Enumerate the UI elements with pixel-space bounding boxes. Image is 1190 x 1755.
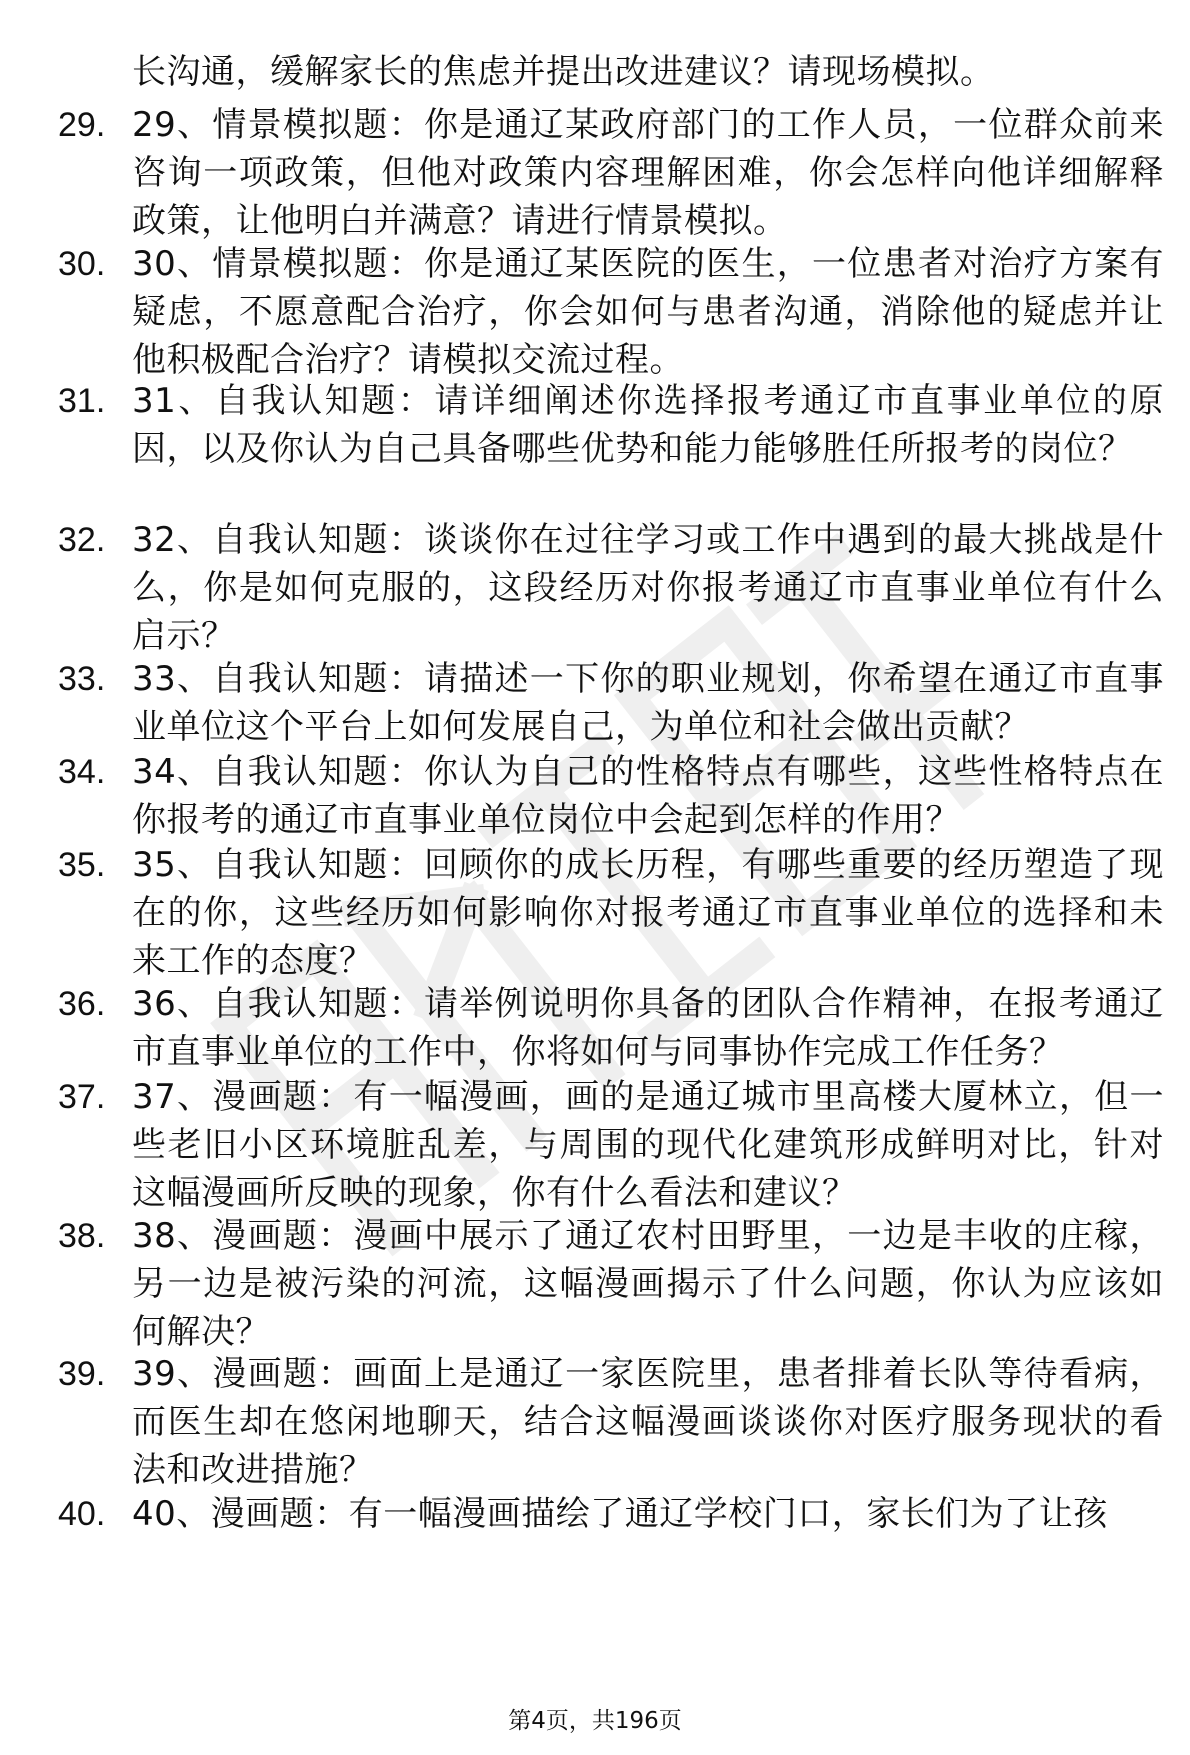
question-number: 34. — [58, 753, 106, 791]
question-text: 30、情景模拟题：你是通辽某医院的医生，一位患者对治疗方案有疑虑，不愿意配合治疗，你会如何与患者沟通，消除他的疑虑并让他积极配合治疗？请模拟交流过程。 — [132, 244, 1164, 380]
question-number: 37. — [58, 1078, 106, 1116]
question-text: 35、自我认知题：回顾你的成长历程，有哪些重要的经历塑造了现在的你，这些经历如何影响你对报考通辽市直事业单位的选择和未来工作的态度？ — [132, 845, 1164, 981]
question-number: 35. — [58, 846, 106, 884]
question-text: 34、自我认知题：你认为自己的性格特点有哪些，这些性格特点在你报考的通辽市直事业单位岗位中会起到怎样的作用？ — [132, 752, 1164, 840]
question-number: 38. — [58, 1217, 106, 1255]
continued-text: 长沟通，缓解家长的焦虑并提出改进建议？请现场模拟。 — [132, 52, 995, 92]
question-text: 33、自我认知题：请描述一下你的职业规划，你希望在通辽市直事业单位这个平台上如何发展自己，为单位和社会做出贡献？ — [132, 659, 1164, 747]
question-number: 32. — [58, 521, 106, 559]
question-text: 37、漫画题：有一幅漫画，画的是通辽城市里高楼大厦林立，但一些老旧小区环境脏乱差，与周围的现代化建筑形成鲜明对比，针对这幅漫画所反映的现象，你有什么看法和建议？ — [132, 1077, 1164, 1213]
question-text: 32、自我认知题：谈谈你在过往学习或工作中遇到的最大挑战是什么，你是如何克服的，这段经历对你报考通辽市直事业单位有什么启示？ — [132, 520, 1164, 656]
question-number: 31. — [58, 382, 106, 420]
question-number: 33. — [58, 660, 106, 698]
question-number: 39. — [58, 1355, 106, 1393]
question-text: 39、漫画题：画面上是通辽一家医院里，患者排着长队等待看病，而医生却在悠闲地聊天，结合这幅漫画谈谈你对医疗服务现状的看法和改进措施？ — [132, 1354, 1164, 1490]
question-number: 40. — [58, 1495, 106, 1533]
question-text: 40、漫画题：有一幅漫画描绘了通辽学校门口，家长们为了让孩 — [132, 1494, 1108, 1534]
question-text: 31、自我认知题：请详细阐述你选择报考通辽市直事业单位的原因，以及你认为自己具备哪些优势和能力能够胜任所报考的岗位？ — [132, 381, 1164, 469]
question-text: 36、自我认知题：请举例说明你具备的团队合作精神，在报考通辽市直事业单位的工作中，你将如何与同事协作完成工作任务？ — [132, 984, 1164, 1072]
question-text: 29、情景模拟题：你是通辽某政府部门的工作人员，一位群众前来咨询一项政策，但他对政策内容理解困难，你会怎样向他详细解释政策，让他明白并满意？请进行情景模拟。 — [132, 105, 1164, 241]
question-number: 36. — [58, 985, 106, 1023]
question-text: 38、漫画题：漫画中展示了通辽农村田野里，一边是丰收的庄稼，另一边是被污染的河流，这幅漫画揭示了什么问题，你认为应该如何解决？ — [132, 1216, 1164, 1352]
question-number: 30. — [58, 245, 106, 283]
page-footer: 第4页，共196页 — [508, 1708, 682, 1734]
question-number: 29. — [58, 106, 106, 144]
